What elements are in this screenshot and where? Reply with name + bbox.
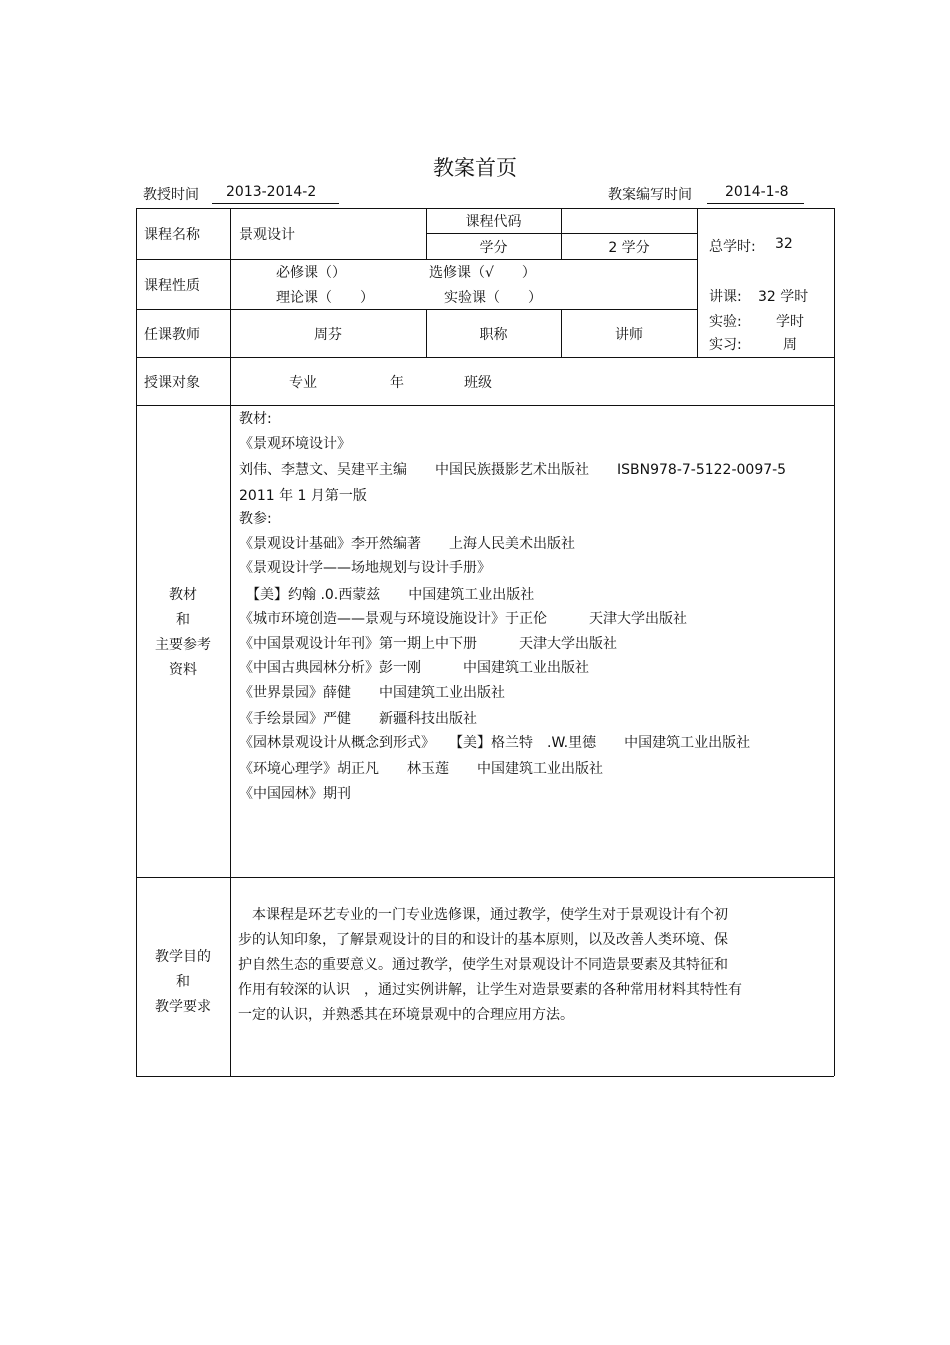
audience-label: 授课对象 <box>144 375 200 391</box>
credit-label: 学分 <box>479 240 508 256</box>
title-value: 讲师 <box>615 327 643 343</box>
references-heading: 教参: <box>239 511 272 527</box>
reference-item: 《园林景观设计从概念到形式》 【美】格兰特 .W.里德 中国建筑工业出版社 <box>239 735 751 751</box>
course-nature-label: 课程性质 <box>144 278 200 294</box>
reference-item: 《中国景观设计年刊》第一期上中下册 天津大学出版社 <box>239 636 617 652</box>
objectives-text <box>238 903 798 1028</box>
write-time-value: 2014-1-8 <box>707 184 804 204</box>
total-hours-value: 32 <box>775 236 793 252</box>
objectives-label-line: 教学目的 <box>155 949 211 965</box>
teacher-value: 周芬 <box>314 327 342 343</box>
practice-label: 实习: <box>709 337 742 353</box>
lecture-label: 讲课: <box>709 289 742 305</box>
course-code-label: 课程代码 <box>465 214 522 230</box>
class-label: 班级 <box>464 375 492 391</box>
write-time-label: 教案编写时间 <box>608 187 692 203</box>
reference-item: 《中国园林》期刊 <box>239 786 351 802</box>
credit-value: 2 学分 <box>608 240 650 256</box>
practice-value: 周 <box>783 337 797 353</box>
lab-label: 实验: <box>709 314 742 330</box>
textbook-publisher: 刘伟、李慧文、吴建平主编 中国民族摄影艺术出版社 ISBN978-7-5122-0097-5 <box>239 462 787 478</box>
reference-item: 《景观设计基础》李开然编著 上海人民美术出版社 <box>239 536 575 552</box>
major-label: 专业 <box>289 375 317 391</box>
title-label: 职称 <box>479 327 508 343</box>
materials-label <box>136 583 230 683</box>
elective-course: 选修课（√ ） <box>429 265 536 281</box>
teach-time-value: 2013-2014-2 <box>212 184 339 204</box>
textbook-title: 《景观环境设计》 <box>239 436 351 452</box>
experiment-course: 实验课（ ） <box>444 290 542 306</box>
reference-item: 《城市环境创造——景观与环境设施设计》于正伦 天津大学出版社 <box>239 611 687 627</box>
required-course: 必修课（） <box>276 265 346 281</box>
materials-label-line: 和 <box>176 612 190 628</box>
course-name-label: 课程名称 <box>144 227 200 243</box>
teach-time-label: 教授时间 <box>143 187 199 203</box>
lecture-value: 32 学时 <box>758 289 809 305</box>
objectives-line: 本课程是环艺专业的一门专业选修课，通过教学，使学生对于景观设计有个初 <box>238 907 728 923</box>
reference-item: 《中国古典园林分析》彭一刚 中国建筑工业出版社 <box>239 660 589 676</box>
materials-heading: 教材: <box>239 411 272 427</box>
page-title: 教案首页 <box>433 156 517 180</box>
reference-item: 《手绘景园》严健 新疆科技出版社 <box>239 711 477 727</box>
objectives-label-line: 和 <box>176 974 190 990</box>
objectives-line: 步的认知印象，了解景观设计的目的和设计的基本原则，以及改善人类环境、保 <box>238 932 728 948</box>
objectives-label-line: 教学要求 <box>155 999 211 1015</box>
materials-label-line: 资料 <box>169 662 197 678</box>
reference-item: 《环境心理学》胡正凡 林玉莲 中国建筑工业出版社 <box>239 761 603 777</box>
reference-item: 【美】约翰 .0.西蒙兹 中国建筑工业出版社 <box>239 587 535 603</box>
objectives-line: 作用有较深的认识 ，通过实例讲解，让学生对造景要素的各种常用材料其特性有 <box>238 982 742 998</box>
materials-label-line: 教材 <box>169 587 197 603</box>
lab-value: 学时 <box>776 314 804 330</box>
year-label: 年 <box>390 375 404 391</box>
materials-label-line: 主要参考 <box>155 637 211 653</box>
reference-item: 《景观设计学——场地规划与设计手册》 <box>239 560 491 576</box>
objectives-label <box>136 945 230 1020</box>
textbook-edition: 2011 年 1 月第一版 <box>239 488 367 504</box>
reference-item: 《世界景园》薛健 中国建筑工业出版社 <box>239 685 505 701</box>
objectives-line: 一定的认识，并熟悉其在环境景观中的合理应用方法。 <box>238 1007 574 1023</box>
course-name-value: 景观设计 <box>239 227 295 243</box>
teacher-label: 任课教师 <box>144 327 200 343</box>
objectives-line: 护自然生态的重要意义。通过教学，使学生对景观设计不同造景要素及其特征和 <box>238 957 728 973</box>
total-hours-label: 总学时: <box>709 239 756 255</box>
theory-course: 理论课（ ） <box>276 290 374 306</box>
